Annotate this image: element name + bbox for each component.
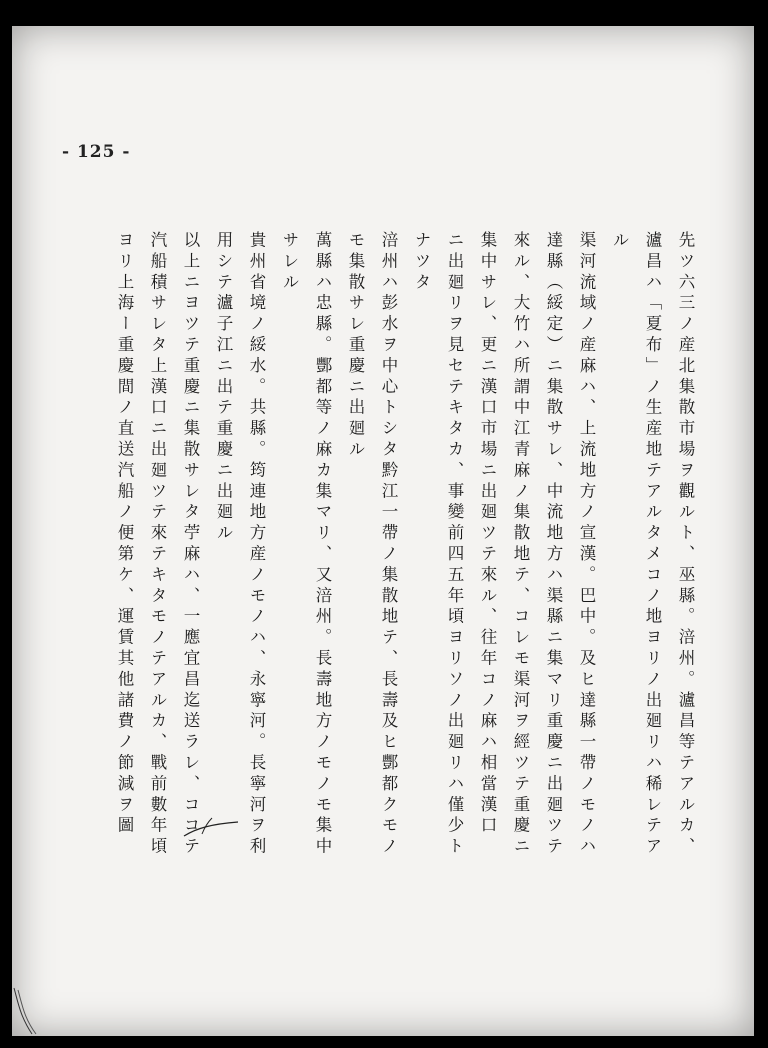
text-column-3: ル (610, 231, 629, 252)
text-column-18: ヨリ上海ー重慶間ノ直送汽船ノ便第ケ、運賃其他諸費ノ節減ヲ圖 (115, 231, 134, 838)
text-column-9: ナツタ (412, 231, 431, 294)
pen-scribble (182, 814, 242, 844)
text-column-16: 以上ニヨツテ重慶ニ集散サレタ苧麻ハ、一應宜昌迄送ラレ、ココテ (181, 231, 200, 858)
text-column-6: 來ル、大竹ハ所謂中江青麻ノ集散地テ、コレモ渠河ヲ經ツテ重慶ニ (511, 231, 530, 858)
text-column-15: 用シテ瀘子江ニ出テ重慶ニ出廻ル (214, 231, 233, 545)
vertical-text-body (58, 231, 698, 1001)
text-column-13: サレル (280, 231, 299, 294)
text-column-14: 貴州省境ノ綏水。共縣。筠連地方産ノモノハ、永寧河。長寧河ヲ利 (247, 231, 266, 858)
text-column-12: 萬縣ハ忠縣。酆都等ノ麻カ集マリ、又涪州。長壽地方ノモノモ集中 (313, 231, 332, 858)
page-number: - 125 - (62, 142, 131, 162)
text-column-8: ニ出廻リヲ見セテキタカ、事變前四五年頃ヨリソノ出廻リハ僅少ト (445, 231, 464, 858)
text-column-5: 達縣（綏定）ニ集散サレ、中流地方ハ渠縣ニ集マリ重慶ニ出廻ツテ (544, 231, 563, 858)
binding-edge-mark (12, 986, 52, 1036)
text-column-2: 瀘昌ハ「夏布」ノ生産地テアルタメコノ地ヨリノ出廻リハ稀レテア (643, 231, 662, 858)
text-column-17: 汽船積サレタ上漢口ニ出廻ツテ來テキタモノテアルカ、戰前數年頃 (148, 231, 167, 858)
text-column-7: 集中サレ、更ニ漢口市場ニ出廻ツテ來ル、往年コノ麻ハ相當漢口 (478, 231, 497, 838)
document-page (12, 26, 754, 1036)
text-column-10: 涪州ハ彭水ヲ中心トシタ黔江一帶ノ集散地テ、長壽及ヒ酆都クモノ (379, 231, 398, 858)
text-column-4: 渠河流域ノ産麻ハ、上流地方ノ宣漢。巴中。及ヒ達縣一帶ノモノハ (577, 231, 596, 858)
text-column-1: 先ツ六三ノ産北集散市場ヲ觀ルト、巫縣。涪州。瀘昌等テアルカ、 (676, 231, 695, 858)
text-column-11: モ集散サレ重慶ニ出廻ル (346, 231, 365, 461)
